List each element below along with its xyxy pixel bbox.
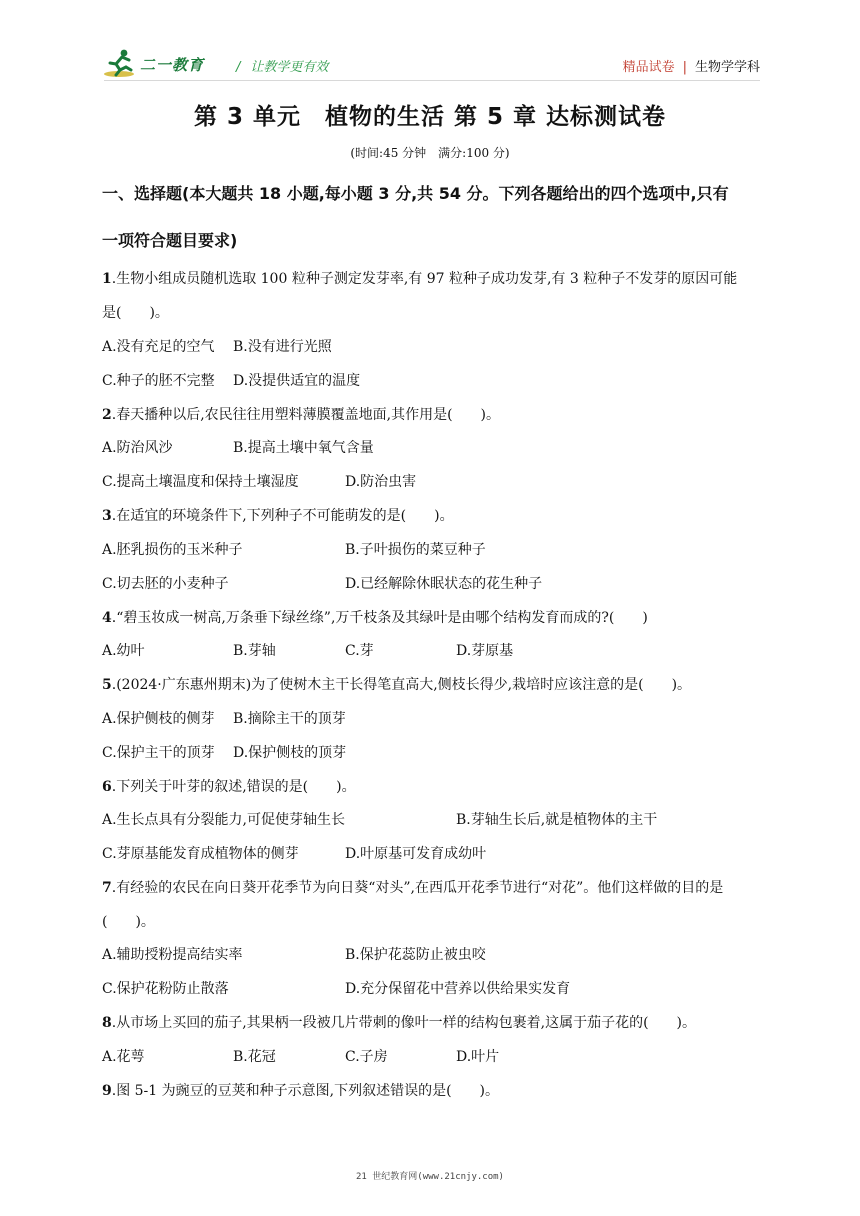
option-a: A.胚乳损伤的玉米种子: [102, 542, 243, 558]
option-a: A.保护侧枝的侧芽: [102, 711, 215, 727]
logo-text: 二一教育: [140, 56, 205, 74]
option-b: B.保护花蕊防止被虫咬: [345, 947, 486, 963]
question-number: 7: [102, 880, 112, 896]
question-2-stem: [102, 404, 500, 424]
question-text: .生物小组成员随机选取 100 粒种子测定发芽率,有 97 粒种子成功发芽,有 3 粒种子不发芽的原因可能: [111, 271, 738, 287]
option-a: A.防治风沙: [102, 440, 173, 456]
header-right: [623, 56, 760, 75]
option-c: C.子房: [345, 1049, 388, 1065]
option-b: B.摘除主干的顶芽: [233, 711, 346, 727]
option-b: B.子叶损伤的菜豆种子: [345, 542, 486, 558]
question-number: 3: [102, 508, 112, 524]
question-number: 9: [102, 1083, 112, 1099]
brand-logo: [104, 46, 216, 80]
question-3-options-row2: [102, 573, 543, 593]
question-1-options-row1: [102, 336, 332, 356]
question-text: .在适宜的环境条件下,下列种子不可能萌发的是( )。: [111, 508, 454, 524]
option-a: A.花萼: [102, 1049, 145, 1065]
option-d: D.芽原基: [456, 643, 514, 659]
question-8-options: [102, 1046, 500, 1066]
question-text: .有经验的农民在向日葵开花季节为向日葵“对头”,在西瓜开花季节进行“对花”。他们这样做的目的是: [111, 880, 724, 896]
section-heading-line1: 一、选择题(本大题共 18 小题,每小题 3 分,共 54 分。下列各题给出的四个选项中,只有: [102, 184, 729, 203]
question-5-options-row2: [102, 742, 347, 762]
option-d: D.防治虫害: [345, 474, 417, 490]
option-b: B.芽轴: [233, 643, 276, 659]
question-text: .下列关于叶芽的叙述,错误的是( )。: [111, 779, 356, 795]
question-7-stem-cont: ( )。: [102, 914, 155, 930]
question-5-stem: [102, 674, 691, 694]
section-heading-line2: 一项符合题目要求): [102, 231, 238, 250]
option-d: D.充分保留花中营养以供给果实发育: [345, 981, 571, 997]
section-heading: [102, 181, 762, 204]
option-c: C.芽: [345, 643, 374, 659]
question-number: 6: [102, 779, 112, 795]
question-9-stem: [102, 1080, 499, 1100]
question-6-options-row1: [102, 809, 658, 829]
question-number: 5: [102, 677, 112, 693]
option-d: D.已经解除休眠状态的花生种子: [345, 576, 543, 592]
question-6-options-row2: [102, 843, 487, 863]
option-d: D.叶片: [456, 1049, 500, 1065]
option-d: D.没提供适宜的温度: [233, 373, 361, 389]
question-7-options-row2: [102, 978, 571, 998]
question-number: 4: [102, 610, 112, 626]
question-4-options: [102, 640, 514, 660]
option-b: B.花冠: [233, 1049, 276, 1065]
question-1-stem: [102, 268, 737, 288]
question-text: .“碧玉妆成一树高,万条垂下绿丝绦”,万千枝条及其绿叶是由哪个结构发育而成的?( ): [111, 610, 648, 626]
slogan: [236, 56, 328, 75]
slogan-separator: /: [236, 60, 241, 75]
question-1-stem-cont: 是( )。: [102, 305, 169, 321]
question-text: .(2024·广东惠州期末)为了使树木主干长得笔直高大,侧枝长得少,栽培时应该注意的是( )。: [111, 677, 692, 693]
option-b: B.芽轴生长后,就是植物体的主干: [456, 812, 658, 828]
option-c: C.提高土壤温度和保持土壤湿度: [102, 474, 299, 490]
page-footer: 21 世纪教育网(www.21cnjy.com): [356, 1172, 504, 1182]
page-header: [104, 46, 760, 82]
question-3-options-row1: [102, 539, 486, 559]
question-7-stem: [102, 877, 723, 897]
option-b: B.没有进行光照: [233, 339, 332, 355]
question-3-stem: [102, 505, 454, 525]
section-heading-cont: [102, 228, 762, 251]
option-c: C.保护主干的顶芽: [102, 745, 215, 761]
question-8-stem: [102, 1012, 696, 1032]
option-c: C.保护花粉防止散落: [102, 981, 229, 997]
option-c: C.芽原基能发育成植物体的侧芽: [102, 846, 299, 862]
header-divider: [104, 80, 760, 81]
header-separator: |: [682, 60, 687, 75]
question-number: 2: [102, 407, 112, 423]
question-number: 8: [102, 1015, 112, 1031]
option-c: C.切去胚的小麦种子: [102, 576, 229, 592]
exam-info: (时间:45 分钟 满分:100 分): [350, 146, 510, 160]
question-1-options-row2: [102, 370, 361, 390]
option-b: B.提高土壤中氧气含量: [233, 440, 374, 456]
question-2-options-row2: [102, 471, 417, 491]
question-7-options-row1: [102, 944, 486, 964]
question-6-stem: [102, 776, 356, 796]
paper-tag: 精品试卷: [622, 60, 675, 75]
subject-label: 生物学学科: [694, 60, 760, 75]
page-title: 第 3 单元 植物的生活 第 5 章 达标测试卷: [193, 104, 667, 130]
question-text: .春天播种以后,农民往往用塑料薄膜覆盖地面,其作用是( )。: [111, 407, 501, 423]
question-4-stem: [102, 607, 648, 627]
option-a: A.没有充足的空气: [102, 339, 215, 355]
option-d: D.叶原基可发育成幼叶: [345, 846, 487, 862]
slogan-text: 让教学更有效: [250, 60, 329, 75]
option-c: C.种子的胚不完整: [102, 373, 215, 389]
option-a: A.幼叶: [102, 643, 145, 659]
option-a: A.生长点具有分裂能力,可促使芽轴生长: [102, 812, 346, 828]
running-figure-icon: [104, 48, 138, 78]
option-a: A.辅助授粉提高结实率: [102, 947, 243, 963]
question-text: .图 5-1 为豌豆的豆荚和种子示意图,下列叙述错误的是( )。: [111, 1083, 500, 1099]
question-5-options-row1: [102, 708, 346, 728]
question-2-options-row1: [102, 437, 374, 457]
question-text: .从市场上买回的茄子,其果柄一段被几片带刺的像叶一样的结构包裹着,这属于茄子花的( )。: [111, 1015, 697, 1031]
option-d: D.保护侧枝的顶芽: [233, 745, 347, 761]
question-number: 1: [102, 271, 112, 287]
